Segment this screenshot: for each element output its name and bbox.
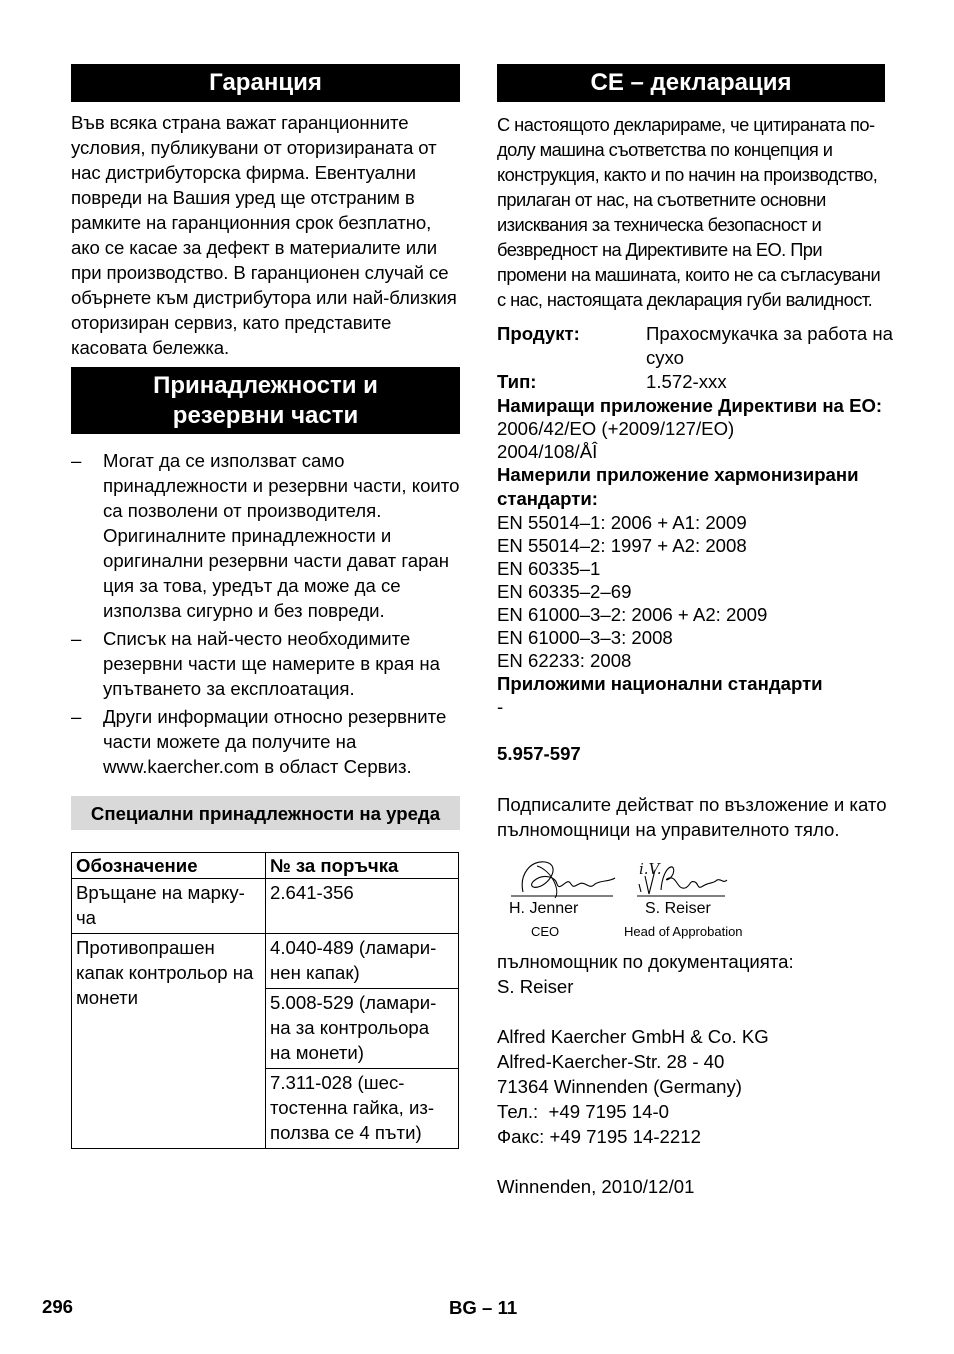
accessories-heading-line2: резервни части	[172, 402, 359, 429]
standard-item: EN 60335–2–69	[497, 581, 632, 602]
table-header-row	[72, 853, 459, 879]
accessories-heading-line1: Принадлежности и	[153, 372, 378, 399]
signatory-left-name: H. Jenner	[509, 900, 579, 917]
special-accessories-table	[71, 852, 459, 1149]
table-row	[72, 879, 459, 934]
signatory-right-role: Head of Approbation	[624, 924, 743, 939]
ce-declaration-text: С настоящото декларираме, че цитираната по-долу машина съответства по концепция и конструкция, както и по начин на производство, прилаган от нас, на съответните основни изисквания за техническа безопасност и безвредност на Директивите на ЕО. При промени на машината, които не са съгласувани с нас, настоящата декларация губи валидност.	[497, 114, 881, 310]
signatory-left-role: CEO	[531, 924, 560, 939]
address-line: Alfred Kaercher GmbH & Co. KG	[497, 1026, 769, 1047]
dash-bullet: –	[71, 628, 82, 649]
place-date: Winnenden, 2010/12/01	[497, 1176, 695, 1197]
type-label: Тип:	[497, 371, 537, 392]
doc-representative-name: S. Reiser	[497, 976, 574, 997]
list-item-text: Могат да се използват само принадлежности и резервни части, които са позволени от производителя. Оригиналните принадлежности и оригинални резервни части дават гаран ция за това, уредът да може да се използва сигурно и без повреди.	[103, 450, 460, 621]
doc-representative-label: пълномощник по документацията:	[497, 951, 794, 972]
list-item	[71, 626, 460, 701]
dash-bullet: –	[71, 450, 82, 471]
table-cell-number: 4.040-489 (ламари-нен капак)	[266, 934, 459, 989]
list-item	[71, 448, 460, 623]
table-cell-number: 2.641-356	[266, 879, 459, 934]
signature-prefix: i.V.	[639, 860, 662, 878]
dash-bullet: –	[71, 706, 82, 727]
standard-item: EN 62233: 2008	[497, 650, 632, 671]
product-label: Продукт:	[497, 323, 580, 344]
standard-item: EN 55014–2: 1997 + A2: 2008	[497, 535, 747, 556]
type-row	[497, 370, 919, 394]
national-standards-label: Приложими национални стандарти	[497, 673, 823, 694]
table-cell-number: 7.311-028 (шес-тостенна гайка, из-ползва се 4 пъти)	[266, 1069, 459, 1149]
signatories-text: Подписалите действат по възложение и като пълномощници на управителното тяло.	[497, 794, 887, 840]
list-item-text: Други информации относно резервните части можете да получите на www.kaercher.com в област Сервиз.	[103, 706, 447, 777]
national-standards-value: -	[497, 696, 504, 717]
right-column	[497, 64, 919, 1199]
directive-item: 2004/108/ÅÎ	[497, 441, 598, 462]
product-info	[497, 322, 919, 765]
standard-item: EN 55014–1: 2006 + A1: 2009	[497, 512, 747, 533]
address-line: Тел.: +49 7195 14-0	[497, 1101, 670, 1122]
warranty-text: Във всяка страна важат гаранционните условия, публикувани от оторизираната от нас дистрибуторска фирма. Евентуални повреди на Вашия уред ще отстраним в рамките на гаранционния срок безплатно, ако се касае за дефект в материалите или при производство. В гаранционен случай се обърнете към дистрибутора или най-близкия оторизиран сервиз, като представите касовата бележка.	[71, 112, 457, 358]
warranty-heading: Гаранция	[71, 64, 460, 102]
table-row	[72, 934, 459, 989]
signatory-right-name: S. Reiser	[645, 900, 711, 917]
column-header-designation: Обозначение	[72, 853, 266, 879]
list-item	[71, 704, 460, 779]
address-line: Факс: +49 7195 14-2212	[497, 1126, 701, 1147]
language-page-marker: BG – 11	[449, 1297, 518, 1318]
accessories-list	[71, 448, 460, 779]
harmonized-standards-label: Намерили приложение хармонизирани стандарти:	[497, 464, 859, 509]
directives-label: Намиращи приложение Директиви на ЕО:	[497, 395, 883, 416]
table-cell-name: Противопрашен капак контрольор на монети	[72, 934, 266, 1149]
page-number: 296	[42, 1296, 74, 1317]
accessories-heading	[71, 367, 460, 434]
table-cell-number: 5.008-529 (ламари-на за контрольора на монети)	[266, 989, 459, 1069]
column-header-order-number: № за поръчка	[266, 853, 459, 879]
special-accessories-heading: Специални принадлежности на уреда	[71, 796, 460, 830]
type-value: 1.572-xxx	[646, 371, 727, 392]
product-row	[497, 322, 919, 370]
table-cell-name: Връщане на марку-ча	[72, 879, 266, 934]
ce-declaration-heading: CE – декларация	[497, 64, 885, 102]
company-address	[497, 1024, 919, 1149]
signatures	[497, 854, 919, 949]
address-line: 71364 Winnenden (Germany)	[497, 1076, 742, 1097]
standard-item: EN 61000–3–3: 2008	[497, 627, 673, 648]
standard-item: EN 60335–1	[497, 558, 601, 579]
product-value: Прахосмукачка за работа на сухо	[646, 323, 893, 368]
document-number: 5.957-597	[497, 743, 581, 764]
directive-item: 2006/42/ЕО (+2009/127/ЕО)	[497, 418, 735, 439]
left-column	[71, 64, 460, 1149]
standard-item: EN 61000–3–2: 2006 + A2: 2009	[497, 604, 768, 625]
list-item-text: Списък на най-често необходимите резервни части ще намерите в края на упътването за експлоатация.	[103, 628, 440, 699]
address-line: Alfred-Kaercher-Str. 28 - 40	[497, 1051, 725, 1072]
signature-jenner-icon	[501, 854, 621, 904]
